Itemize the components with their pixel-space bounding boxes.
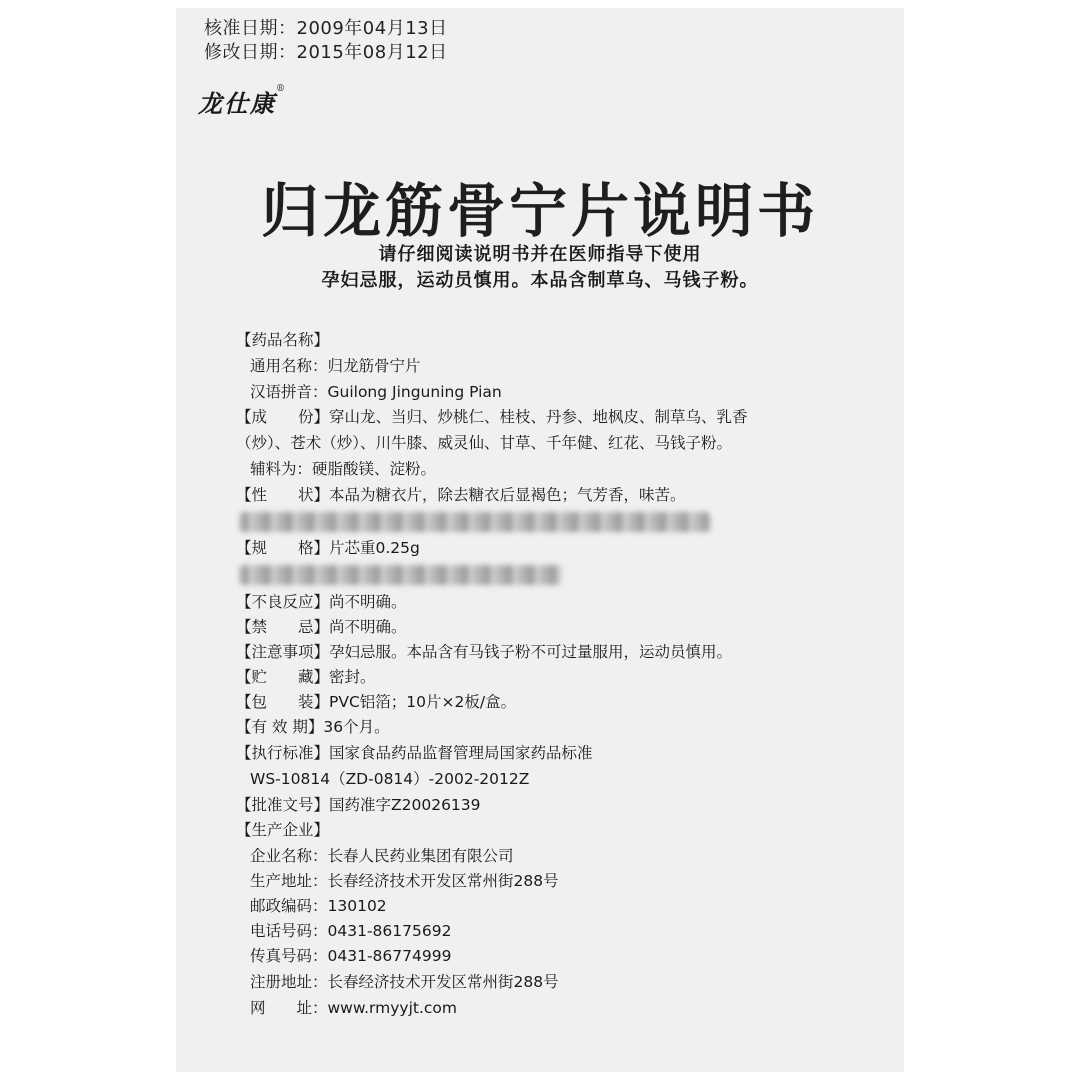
phone-number: 电话号码：0431-86175692 [250, 922, 452, 940]
package: 【包 装】PVC铝箔；10片×2板/盒。 [236, 693, 517, 711]
validity: 【有 效 期】36个月。 [236, 718, 390, 736]
adverse-reactions: 【不良反应】尚不明确。 [236, 593, 407, 611]
warning-notice: 孕妇忌服，运动员慎用。本品含制草乌、马钱子粉。 [321, 270, 759, 291]
fax-number: 传真号码：0431-86774999 [250, 947, 452, 965]
brand-name: 龙仕康 [198, 89, 276, 118]
production-address: 生产地址：长春经济技术开发区常州街288号 [250, 872, 559, 890]
postal-code: 邮政编码：130102 [250, 897, 387, 915]
approval-date: 核准日期：2009年04月13日 [204, 18, 448, 39]
approval-number: 【批准文号】国药准字Z20026139 [236, 796, 481, 814]
specification: 【规 格】片芯重0.25g [236, 539, 420, 557]
standard-line-2: WS-10814（ZD-0814）-2002-2012Z [250, 770, 530, 788]
drug-name-header: 【药品名称】 [236, 331, 330, 349]
usage-notice: 请仔细阅读说明书并在医师指导下使用 [378, 244, 702, 265]
storage: 【贮 藏】密封。 [236, 668, 376, 686]
website: 网 址：www.rmyyjt.com [250, 999, 457, 1017]
revision-date: 修改日期：2015年08月12日 [204, 42, 448, 63]
registered-address: 注册地址：长春经济技术开发区常州街288号 [250, 973, 559, 991]
document-title: 归龙筋骨宁片说明书 [260, 177, 819, 245]
redacted-dosage [240, 565, 562, 585]
manufacturer-header: 【生产企业】 [236, 821, 330, 839]
pinyin-name: 汉语拼音：Guilong Jinguning Pian [250, 383, 502, 401]
ingredients-line-2: （炒）、苍术（炒）、川牛膝、威灵仙、甘草、千年健、红花、马钱子粉。 [236, 434, 733, 452]
contraindications: 【禁 忌】尚不明确。 [236, 618, 407, 636]
standard-line-1: 【执行标准】国家食品药品监督管理局国家药品标准 [236, 744, 593, 762]
precautions: 【注意事项】孕妇忌服。本品含有马钱子粉不可过量服用，运动员慎用。 [236, 643, 733, 661]
ingredients-line-1: 【成 份】穿山龙、当归、炒桃仁、桂枝、丹参、地枫皮、制草乌、乳香 [236, 408, 748, 426]
company-name: 企业名称：长春人民药业集团有限公司 [250, 847, 514, 865]
generic-name: 通用名称：归龙筋骨宁片 [250, 357, 421, 375]
registered-mark: ® [276, 84, 287, 94]
brand-logo [198, 84, 287, 119]
description: 【性 状】本品为糖衣片，除去糖衣后显褐色；气芳香，味苦。 [236, 486, 686, 504]
excipients: 辅料为：硬脂酸镁、淀粉。 [250, 460, 437, 478]
redacted-indications [240, 512, 710, 532]
